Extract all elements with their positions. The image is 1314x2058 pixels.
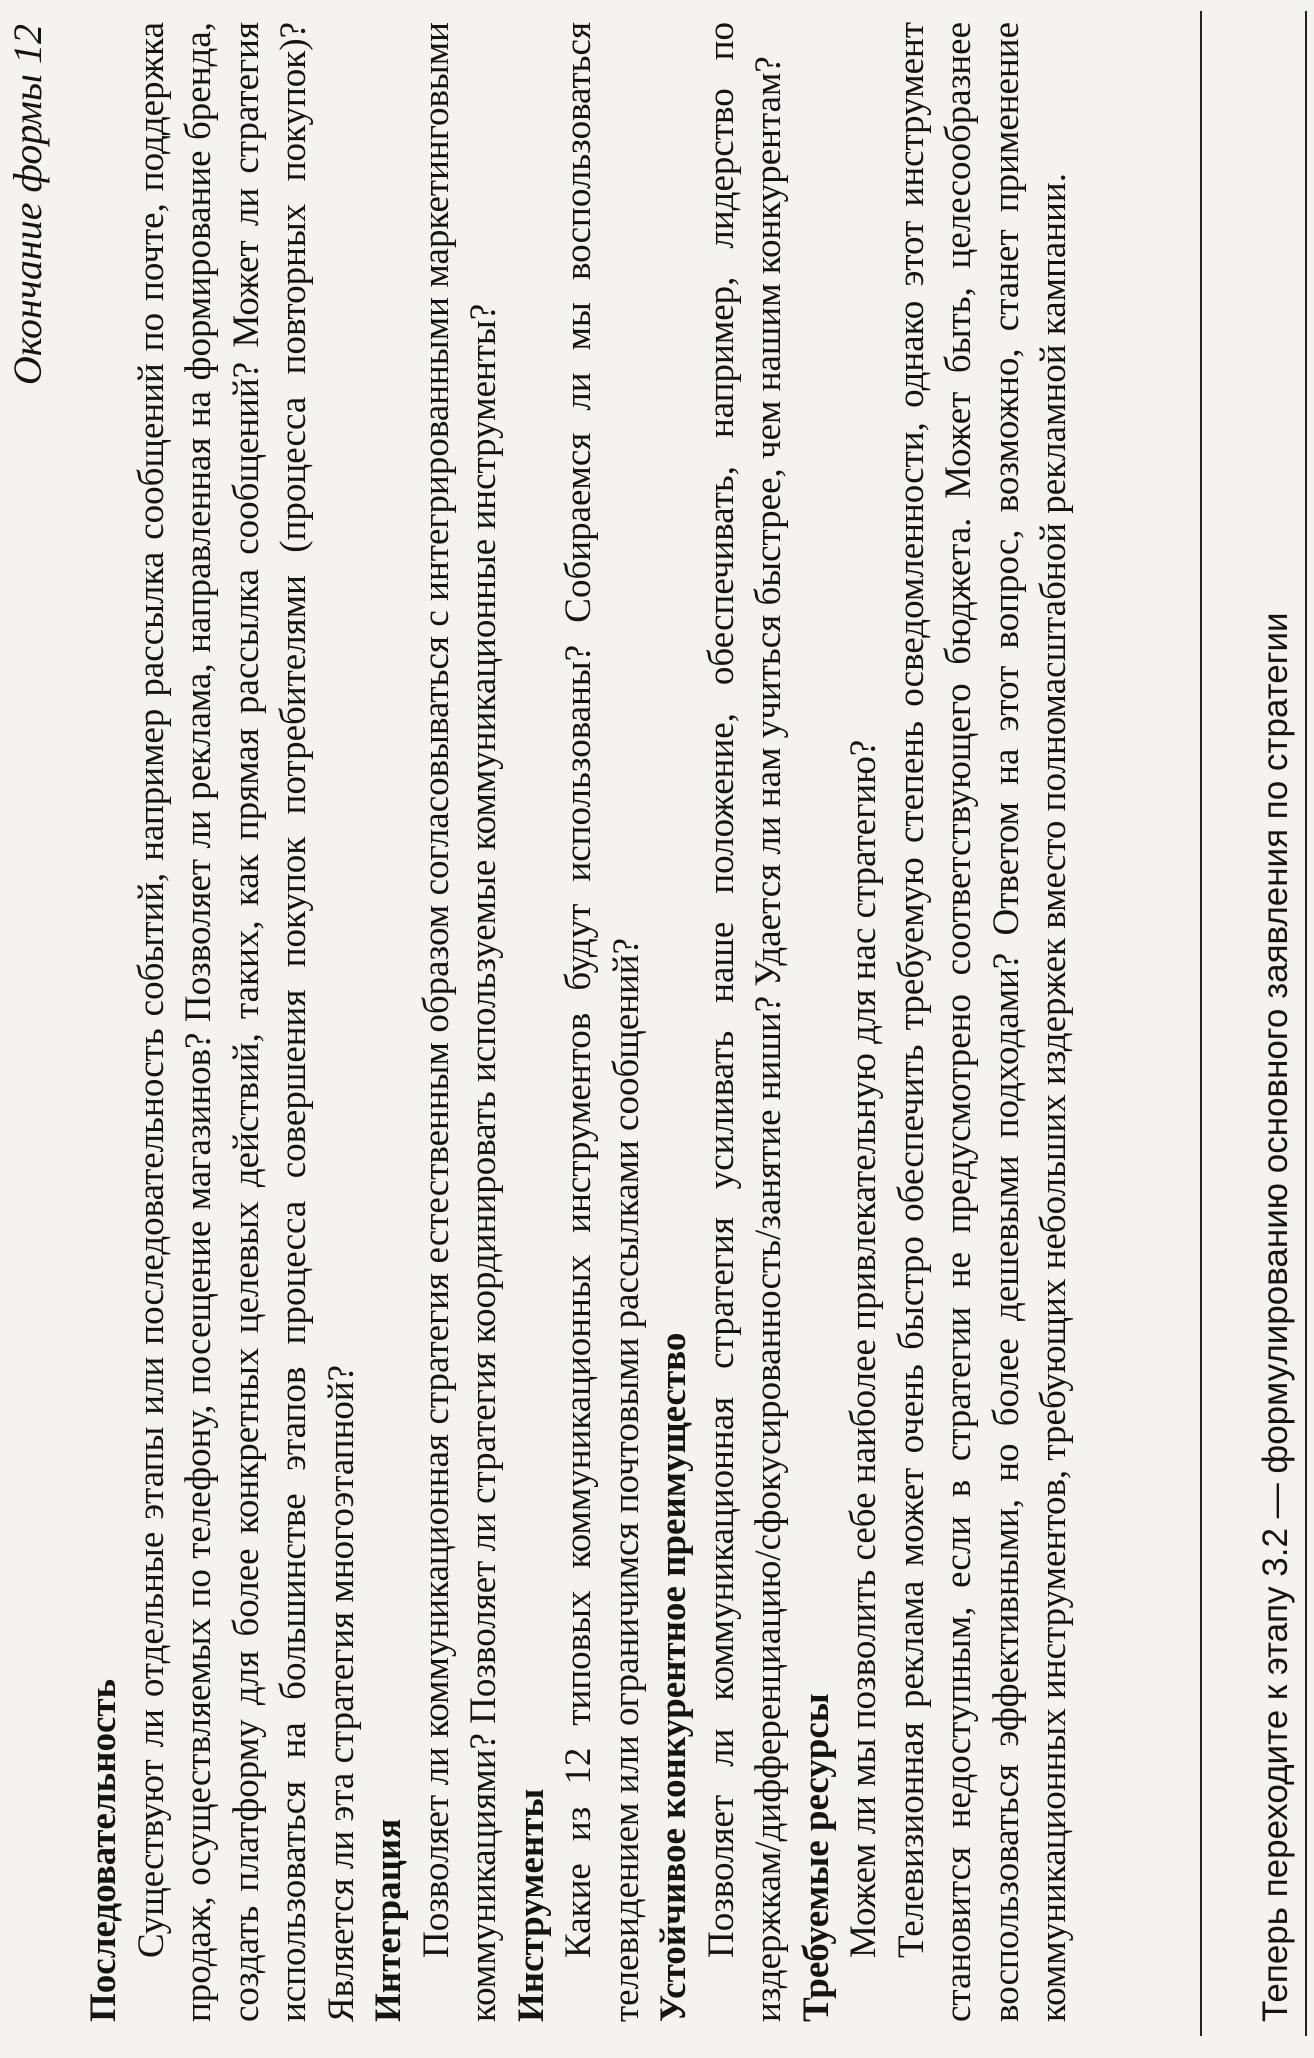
section-paragraph: Можем ли мы позволить себе наиболее привлекательную для нас стратегию? — [843, 739, 884, 1958]
section-paragraph: Позволяет ли коммуникационная стратегия естественным образом согласовываться с интегрированными маркетинговыми коммуникациями? Позволяет ли стратегия координировать используемые коммуникационные инструменты? — [415, 22, 504, 2022]
section-paragraph: Телевизионная реклама может очень быстро обеспечить требуемую степень осведомленности, однако этот инструмент становится недоступным, если в стратегии не предусмотрено соответствующего бюджета. Может быть, целесообразнее воспользоваться эффективными, но более дешевыми подходами? Ответом на этот вопрос, возможно, станет применение коммуникационных инструментов, требующих небольших издержек вместо полномасштабной рекламной кампании. — [890, 22, 1074, 2022]
divider-rule — [1200, 11, 1202, 2036]
running-head: Окончание формы 12 — [5, 24, 50, 386]
section-heading: Устойчивое конкурентное преимущество — [653, 1332, 694, 2022]
section-paragraph: Какие из 12 типовых коммуникационных инструментов будут использованы? Собираемся ли мы воспользоваться телевидением или ограничимся почтовыми рассылками сообщений? — [558, 22, 647, 2022]
footnote: Теперь переходите к этапу 3.2 — формулированию основного заявления по стратегии — [1256, 612, 1295, 2022]
section-heading: Инструменты — [510, 1788, 552, 2022]
section-heading: Требуемые ресурсы — [795, 1693, 837, 2022]
section-heading: Интеграция — [368, 1818, 409, 2022]
section-heading: Последовательность — [83, 1678, 124, 2022]
body-text — [80, 22, 1078, 2022]
section-paragraph: Существуют ли отдельные этапы или последовательность событий, например рассылка сообщений по почте, поддержка продаж, осуществляемых по телефону, посещение магазинов? Позволяет ли реклама, направленная на формирование бренда, создать платформу для более конкретных целевых действий, таких, как прямая рассылка сообщений? Может ли стратегия использоваться на большинстве этапов процесса совершения покупок потребителями (процесса повторных покупок)? Является ли эта стратегия многоэтапной? — [130, 22, 362, 2022]
bottom-rule — [1305, 11, 1307, 2036]
section-paragraph: Позволяет ли коммуникационная стратегия усиливать наше положение, обеспечивать, например, лидерство по издержкам/дифференциацию/сфокусированность/занятие ниши? Удается ли нам учиться быстрее, чем нашим конкурентам? — [700, 22, 789, 2022]
